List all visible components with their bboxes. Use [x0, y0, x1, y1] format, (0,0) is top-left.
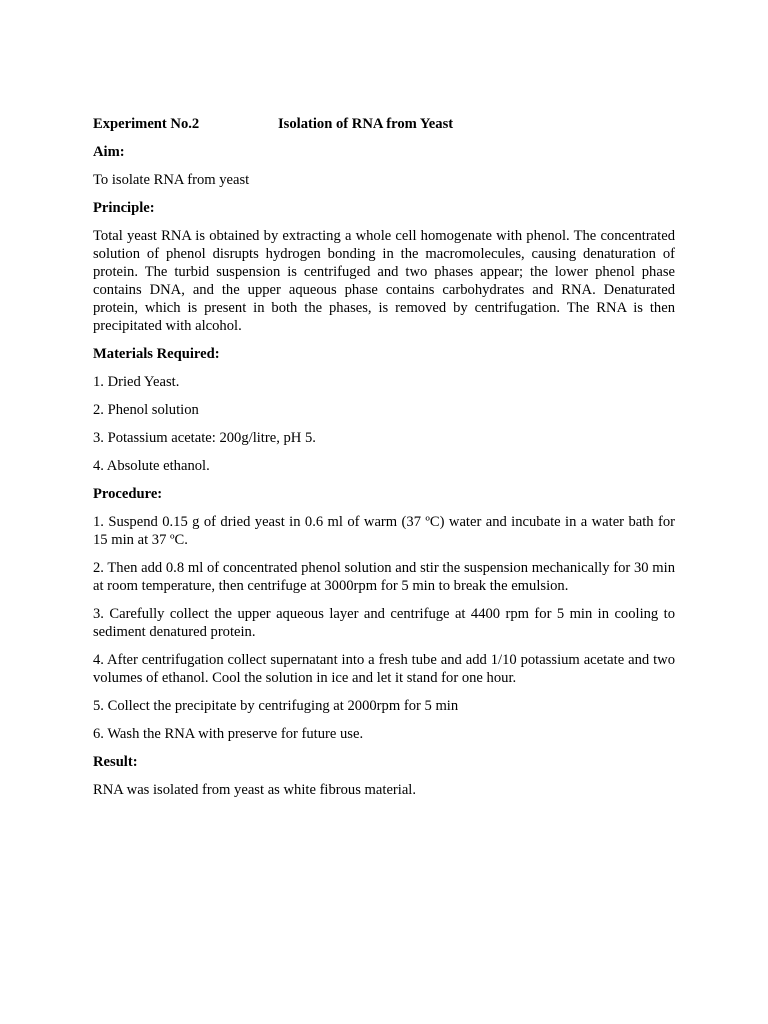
- procedure-heading: Procedure:: [93, 486, 163, 502]
- principle-text: Total yeast RNA is obtained by extracting a whole cell homogenate with phenol. The concentrated solution of phenol disrupts hydrogen bonding in the macromolecules, causing denaturation of protein. The turbid suspension is centrifuged and two phases appear; the lower phenol phase contains DNA, and the upper aqueous phase contains carbohydrates and RNA. Denaturated protein, which is present in both the phases, is removed by centrifugation. The RNA is then precipitated with alcohol.: [93, 228, 675, 334]
- materials-item: 4. Absolute ethanol.: [93, 458, 210, 474]
- procedure-step: 5. Collect the precipitate by centrifuging at 2000rpm for 5 min: [93, 698, 459, 714]
- materials-item: 3. Potassium acetate: 200g/litre, pH 5.: [93, 430, 316, 446]
- result-heading: Result:: [93, 754, 138, 770]
- procedure-step: 2. Then add 0.8 ml of concentrated phenol solution and stir the suspension mechanically for 30 min at room temperature, then centrifuge at 3000rpm for 5 min to break the emulsion.: [93, 560, 675, 594]
- procedure-step: 1. Suspend 0.15 g of dried yeast in 0.6 ml of warm (37 ºC) water and incubate in a water bath for 15 min at 37 ºC.: [93, 514, 675, 548]
- materials-heading: Materials Required:: [93, 346, 220, 362]
- procedure-step: 3. Carefully collect the upper aqueous layer and centrifuge at 4400 rpm for 5 min in cooling to sediment denatured protein.: [93, 606, 675, 640]
- result-text: RNA was isolated from yeast as white fibrous material.: [93, 782, 417, 798]
- aim-heading: Aim:: [93, 144, 125, 160]
- experiment-title: Isolation of RNA from Yeast: [278, 116, 454, 132]
- experiment-number: Experiment No.2: [93, 116, 200, 132]
- title-row: [93, 115, 675, 133]
- aim-text: To isolate RNA from yeast: [93, 172, 250, 188]
- procedure-step: 6. Wash the RNA with preserve for future use.: [93, 726, 364, 742]
- procedure-step: 4. After centrifugation collect supernatant into a fresh tube and add 1/10 potassium acetate and two volumes of ethanol. Cool the solution in ice and let it stand for one hour.: [93, 652, 675, 686]
- principle-heading: Principle:: [93, 200, 155, 216]
- document-page: [93, 115, 675, 799]
- materials-item: 1. Dried Yeast.: [93, 374, 180, 390]
- materials-item: 2. Phenol solution: [93, 402, 199, 418]
